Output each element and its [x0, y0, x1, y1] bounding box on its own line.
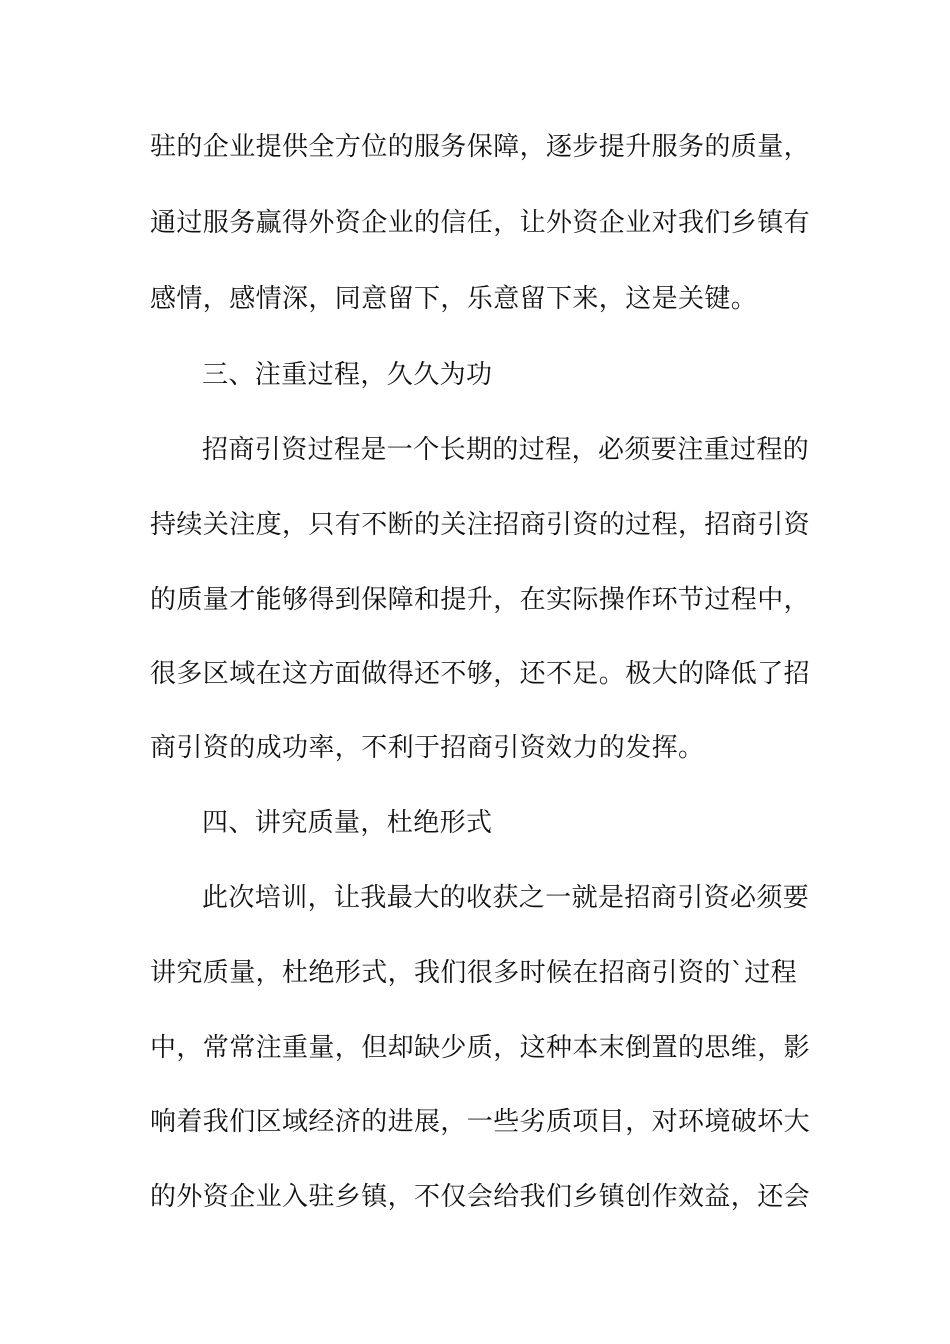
- paragraph-line: 响着我们区域经济的进展，一些劣质项目，对环境破坏大: [150, 1107, 811, 1137]
- paragraph-line: 驻的企业提供全方位的服务保障，逐步提升服务的质量，: [150, 132, 811, 162]
- paragraph-line: 的质量才能够得到保障和提升，在实际操作环节过程中，: [150, 585, 811, 615]
- paragraph-line: 招商引资过程是一个长期的过程，必须要注重过程的: [202, 435, 810, 465]
- paragraph-line: 的外资企业入驻乡镇，不仅会给我们乡镇创作效益，还会: [150, 1182, 811, 1212]
- paragraph-line: 此次培训，让我最大的收获之一就是招商引资必须要: [202, 883, 810, 913]
- paragraph-line: 讲究质量，杜绝形式，我们很多时候在招商引资的`过程: [150, 958, 798, 988]
- paragraph-line: 感情，感情深，同意留下，乐意留下来，这是关键。: [150, 284, 758, 314]
- paragraph-line: 商引资的成功率，不利于招商引资效力的发挥。: [150, 733, 705, 763]
- paragraph-line: 持续关注度，只有不断的关注招商引资的过程，招商引资: [150, 510, 811, 540]
- paragraph-line: 通过服务赢得外资企业的信任，让外资企业对我们乡镇有: [150, 208, 811, 238]
- section-heading: 三、注重过程，久久为功: [202, 360, 493, 390]
- section-heading: 四、讲究质量，杜绝形式: [202, 808, 493, 838]
- paragraph-line: 中，常常注重量，但却缺少质，这种本末倒置的思维，影: [150, 1033, 811, 1063]
- paragraph-line: 很多区域在这方面做得还不够，还不足。极大的降低了招: [150, 659, 811, 689]
